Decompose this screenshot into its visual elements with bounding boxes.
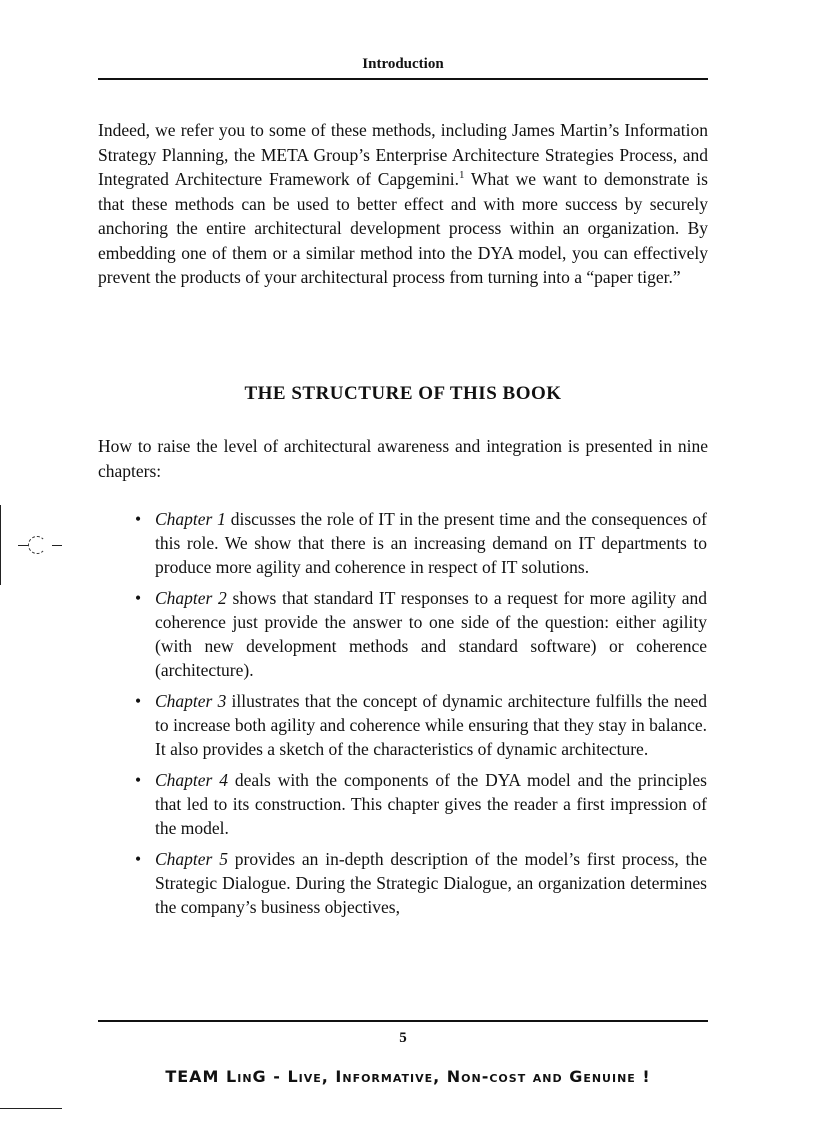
chapter-description: illustrates that the concept of dynamic architecture fulfills the need to increase both agility and coherence while ensuring that they stay in balance. It also provides a sketch of the characteristics of dynamic architecture. [155,691,707,759]
list-item [135,689,707,761]
list-item [135,586,707,682]
list-item [135,847,707,919]
crop-mark-icon [0,505,1,585]
chapter-label: Chapter 4 [155,770,228,790]
bullet-icon: • [135,770,142,790]
chapter-description: provides an in-depth description of the model’s first process, the Strategic Dialogue. During the Strategic Dialogue, an organization determines the company’s business objectives, [155,849,707,917]
footnote-marker[interactable]: 1 [458,169,465,182]
footer-rule [98,1020,708,1022]
chapter-label: Chapter 2 [155,588,227,608]
chapter-description: shows that standard IT responses to a request for more agility and coherence just provide the answer to one side of the question: either agility (with new development methods and standard software) or coherence (architecture). [155,588,707,680]
header-rule [98,78,708,80]
intro-paragraph [98,118,708,290]
structure-paragraph: How to raise the level of architectural awareness and integration is presented in nine chapters: [98,436,708,481]
bullet-icon: • [135,509,142,529]
chapter-description: deals with the components of the DYA model and the principles that led to its construction. This chapter gives the reader a first impression of the model. [155,770,707,838]
crop-mark-icon [18,545,28,546]
bullet-icon: • [135,849,142,869]
chapter-label: Chapter 5 [155,849,228,869]
chapter-description: discusses the role of IT in the present time and the consequences of this role. We show that there is an increasing demand on IT departments to produce more agility and coherence in respect of IT solutions. [155,509,707,577]
page-number: 5 [399,1030,407,1046]
paragraph-text-after-note: What we want to demonstrate is that these methods can be used to better effect and with more success by securely anchoring the entire architectural development process within an organization. By embedding one of them or a similar method into the DYA model, you can effectively prevent the products of your architectural process from turning into a “paper tiger.” [98,169,708,287]
chapter-list [135,507,707,926]
crop-mark-icon [0,1108,62,1109]
bullet-icon: • [135,588,142,608]
crop-mark-icon [52,545,62,546]
chapter-label: Chapter 1 [155,509,226,529]
paragraph-text-before-note: Indeed, we refer you to some of these methods, including James Martin’s Information Strategy Planning, the META Group’s Enterprise Architecture Strategies Process, and Integrated Architecture Framework of Capgemini. [98,120,708,189]
registration-mark-icon [28,536,46,554]
bullet-icon: • [135,691,142,711]
chapter-label: Chapter 3 [155,691,227,711]
list-item [135,507,707,579]
section-heading: THE STRUCTURE OF THIS BOOK [244,383,562,404]
list-item [135,768,707,840]
running-head: Introduction [362,56,444,72]
footer-banner: TEAM LinG - Live, Informative, Non-cost and Genuine ! [165,1067,651,1086]
